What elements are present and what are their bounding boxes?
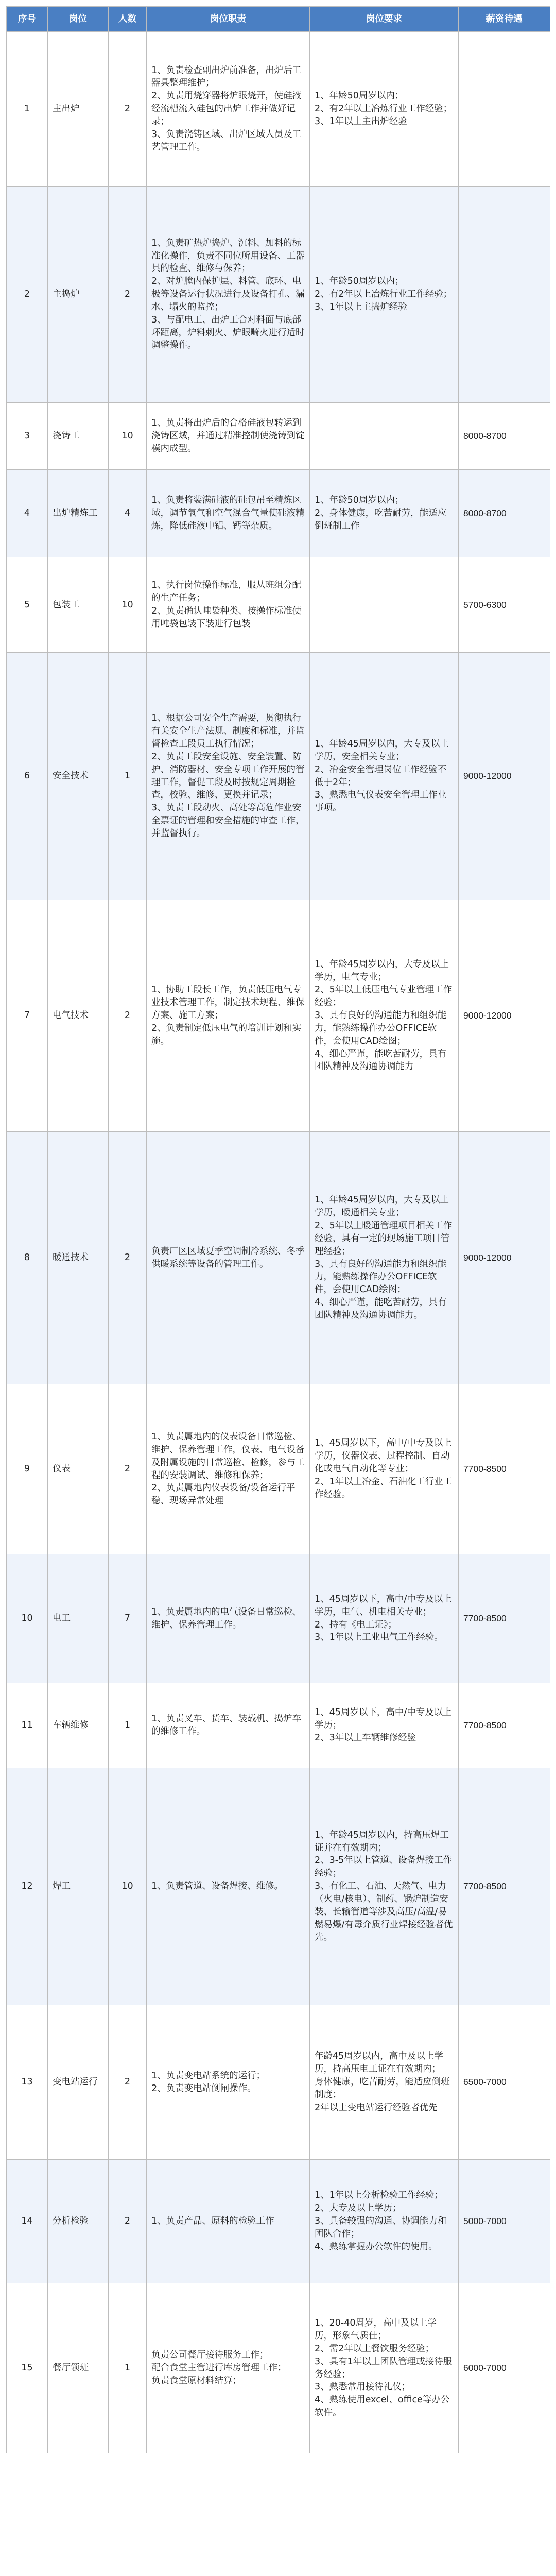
table-row (7, 32, 550, 187)
row-duties: 1、协助工段长工作，负责低压电气专业技术管理工作，制定技术规程、维保方案、施工方案； 2、负责制定低压电气的培训计划和实施。 (147, 900, 310, 1132)
row-count: 2 (109, 1132, 147, 1384)
table-row (7, 2005, 550, 2160)
row-requirements: 1、年龄50周岁以内； 2、身体健康，吃苦耐劳，能适应倒班制工作 (310, 470, 459, 557)
table-row (7, 1384, 550, 1554)
row-position: 餐厅领班 (48, 2283, 109, 2453)
row-duties: 1、根据公司安全生产需要，贯彻执行有关安全生产法规、制度和标准，并监督检查工段员工执行情况； 2、负责工段安全设施、安全装置、防护、消防器材、安全专项工作开展的管理工作，督促工段及时按规定周期检查，校验、维修、更换并记录； 3、负责工段动火、高处等高危作业安全票证的管理和安全措施的审查工作，并监督执行。 (147, 653, 310, 900)
row-salary: 6500-7000 (459, 2005, 550, 2160)
row-salary: 7700-8500 (459, 1554, 550, 1683)
row-position: 包装工 (48, 557, 109, 653)
row-no: 13 (7, 2005, 48, 2160)
row-requirements (310, 557, 459, 653)
table-row (7, 403, 550, 470)
row-duties: 1、负责变电站系统的运行； 2、负责变电站倒闸操作。 (147, 2005, 310, 2160)
row-no: 14 (7, 2160, 48, 2283)
row-duties: 1、负责叉车、货车、装载机、捣炉车的维修工作。 (147, 1683, 310, 1768)
table-row (7, 1683, 550, 1768)
row-no: 12 (7, 1768, 48, 2005)
row-duties: 1、负责产品、原料的检验工作 (147, 2160, 310, 2283)
row-count: 10 (109, 1768, 147, 2005)
row-no: 8 (7, 1132, 48, 1384)
row-no: 3 (7, 403, 48, 470)
row-salary: 9000-12000 (459, 1132, 550, 1384)
row-position: 安全技术 (48, 653, 109, 900)
row-salary: 5700-6300 (459, 557, 550, 653)
row-no: 10 (7, 1554, 48, 1683)
row-requirements (310, 403, 459, 470)
row-count: 1 (109, 1683, 147, 1768)
table-row (7, 187, 550, 403)
table-row (7, 470, 550, 557)
row-duties: 1、执行岗位操作标准，服从班组分配的生产任务； 2、负责确认吨袋种类、按操作标准使用吨袋包装下装进行包装 (147, 557, 310, 653)
table-row (7, 900, 550, 1132)
row-duties: 负责公司餐厅接待服务工作； 配合食堂主管进行库房管理工作； 负责食堂原材料结算； (147, 2283, 310, 2453)
row-count: 10 (109, 557, 147, 653)
row-duties: 1、负责属地内的仪表设备日常巡检、维护、保养管理工作，仪表、电气设备及附属设施的日常巡检、检修，参与工程的安装调试、维修和保养； 2、负责属地内仪表设备/设备运行平稳、现场异常处理 (147, 1384, 310, 1554)
row-position: 浇铸工 (48, 403, 109, 470)
row-position: 电气技术 (48, 900, 109, 1132)
row-salary: 5000-7000 (459, 2160, 550, 2283)
row-duties: 1、负责将装满硅液的硅包吊至精炼区域，调节氧气和空气混合气量使硅液精炼，降低硅液中铝、钙等杂质。 (147, 470, 310, 557)
row-salary: 9000-12000 (459, 900, 550, 1132)
row-count: 1 (109, 653, 147, 900)
row-requirements: 1、45周岁以下，高中/中专及以上学历，仪器仪表、过程控制、自动化或电气自动化等专业； 2、1年以上冶金、石油化工行业工作经验。 (310, 1384, 459, 1554)
row-count: 2 (109, 1384, 147, 1554)
table-row (7, 653, 550, 900)
header-salary: 薪资待遇 (459, 7, 550, 32)
row-requirements: 1、年龄50周岁以内； 2、有2年以上冶炼行业工作经验； 3、1年以上主出炉经验 (310, 32, 459, 187)
row-duties: 1、负责将出炉后的合格硅液包转运到浇铸区域，并通过精准控制使浇铸到锭模内成型。 (147, 403, 310, 470)
row-position: 主捣炉 (48, 187, 109, 403)
row-no: 5 (7, 557, 48, 653)
row-salary: 9000-12000 (459, 653, 550, 900)
table-row (7, 2160, 550, 2283)
row-count: 1 (109, 2283, 147, 2453)
row-position: 分析检验 (48, 2160, 109, 2283)
recruitment-table (6, 6, 550, 2453)
row-requirements: 1、年龄45周岁以内，大专及以上学历，安全相关专业； 2、冶金安全管理岗位工作经验不低于2年； 3、熟悉电气仪表安全管理工作业事项。 (310, 653, 459, 900)
table-row (7, 2283, 550, 2453)
row-count: 2 (109, 2005, 147, 2160)
row-duties: 1、负责管道、设备焊接、维修。 (147, 1768, 310, 2005)
header-no: 序号 (7, 7, 48, 32)
row-requirements: 年龄45周岁以内，高中及以上学历，持高压电工证在有效期内； 身体健康，吃苦耐劳，能适应倒班制度； 2年以上变电站运行经验者优先 (310, 2005, 459, 2160)
row-salary: 8000-8700 (459, 470, 550, 557)
row-position: 暖通技术 (48, 1132, 109, 1384)
row-no: 7 (7, 900, 48, 1132)
row-position: 主出炉 (48, 32, 109, 187)
table-header-row (7, 7, 550, 32)
header-count: 人数 (109, 7, 147, 32)
row-no: 11 (7, 1683, 48, 1768)
row-no: 9 (7, 1384, 48, 1554)
row-salary (459, 32, 550, 187)
row-salary: 7700-8500 (459, 1768, 550, 2005)
row-duties: 1、负责属地内的电气设备日常巡检、维护、保养管理工作。 (147, 1554, 310, 1683)
row-salary (459, 187, 550, 403)
row-requirements: 1、年龄45周岁以内，大专及以上学历，暖通相关专业； 2、5年以上暖通管理项目相关工作经验，具有一定的现场施工项目管理经验； 3、具有良好的沟通能力和组织能力，能熟练操作办公OFFICE软件，会使用CAD绘图； 4、细心严谨，能吃苦耐劳，具有团队精神及沟通协调能力。 (310, 1132, 459, 1384)
row-requirements: 1、年龄50周岁以内； 2、有2年以上冶炼行业工作经验； 3、1年以上主捣炉经验 (310, 187, 459, 403)
row-count: 4 (109, 470, 147, 557)
header-duties: 岗位职责 (147, 7, 310, 32)
row-requirements: 1、45周岁以下，高中/中专及以上学历，电气、机电相关专业； 2、持有《电工证》； 3、1年以上工业电气工作经验。 (310, 1554, 459, 1683)
row-duties: 1、负责矿热炉捣炉、沉料、加料的标准化操作，负责不同位所用设备、工器具的检查、维修与保养； 2、对炉膛内保护层、料管、底环、电极等设备运行状况进行及设备打孔、漏水、塌火的监控； 3、与配电工、出炉工合对料面与底部环距离，炉料刺火、炉眼畸火进行适时调整操作。 (147, 187, 310, 403)
row-no: 15 (7, 2283, 48, 2453)
row-requirements: 1、45周岁以下，高中/中专及以上学历； 2、3年以上车辆维修经验 (310, 1683, 459, 1768)
table-row (7, 1554, 550, 1683)
table-row (7, 1132, 550, 1384)
row-requirements: 1、年龄45周岁以内，大专及以上学历，电气专业； 2、5年以上低压电气专业管理工作经验； 3、具有良好的沟通能力和组织能力，能熟练操作办公OFFICE软件，会使用CAD绘图； 4、细心严谨，能吃苦耐劳，具有团队精神及沟通协调能力 (310, 900, 459, 1132)
row-no: 1 (7, 32, 48, 187)
row-no: 4 (7, 470, 48, 557)
row-position: 电工 (48, 1554, 109, 1683)
row-position: 变电站运行 (48, 2005, 109, 2160)
row-no: 6 (7, 653, 48, 900)
row-count: 2 (109, 32, 147, 187)
row-count: 2 (109, 900, 147, 1132)
row-salary: 7700-8500 (459, 1683, 550, 1768)
row-count: 7 (109, 1554, 147, 1683)
row-no: 2 (7, 187, 48, 403)
row-duties: 负责厂区区域夏季空调制冷系统、冬季供暖系统等设备的管理工作。 (147, 1132, 310, 1384)
header-requirements: 岗位要求 (310, 7, 459, 32)
table-row (7, 1768, 550, 2005)
table-row (7, 557, 550, 653)
row-position: 仪表 (48, 1384, 109, 1554)
row-duties: 1、负责检查副出炉前准备，出炉后工器具整理维护； 2、负责用烧穿器将炉眼烧开，使硅液经流槽流入硅包的出炉工作并做好记录； 3、负责浇铸区域、出炉区域人员及工艺管理工作。 (147, 32, 310, 187)
row-count: 2 (109, 187, 147, 403)
row-requirements: 1、年龄45周岁以内，持高压焊工证并在有效期内； 2、3-5年以上管道、设备焊接工作经验； 3、有化工、石油、天然气、电力（火电/核电）、制药、锅炉制造安装、长输管道等涉及高压/高温/易燃易爆/有毒介质行业焊接经验者优先。 (310, 1768, 459, 2005)
row-salary: 8000-8700 (459, 403, 550, 470)
row-count: 10 (109, 403, 147, 470)
row-salary: 7700-8500 (459, 1384, 550, 1554)
row-position: 出炉精炼工 (48, 470, 109, 557)
row-count: 2 (109, 2160, 147, 2283)
row-position: 车辆维修 (48, 1683, 109, 1768)
header-position: 岗位 (48, 7, 109, 32)
row-position: 焊工 (48, 1768, 109, 2005)
row-salary: 6000-7000 (459, 2283, 550, 2453)
row-requirements: 1、20-40周岁，高中及以上学历，形象气质佳； 2、需2年以上餐饮服务经验； 3、具有1年以上团队管理或接待服务经验； 3、熟悉常用接待礼仪； 4、熟练使用excel、office等办公软件。 (310, 2283, 459, 2453)
row-requirements: 1、1年以上分析检验工作经验； 2、大专及以上学历； 3、具备较强的沟通、协调能力和团队合作； 4、熟练掌握办公软件的使用。 (310, 2160, 459, 2283)
